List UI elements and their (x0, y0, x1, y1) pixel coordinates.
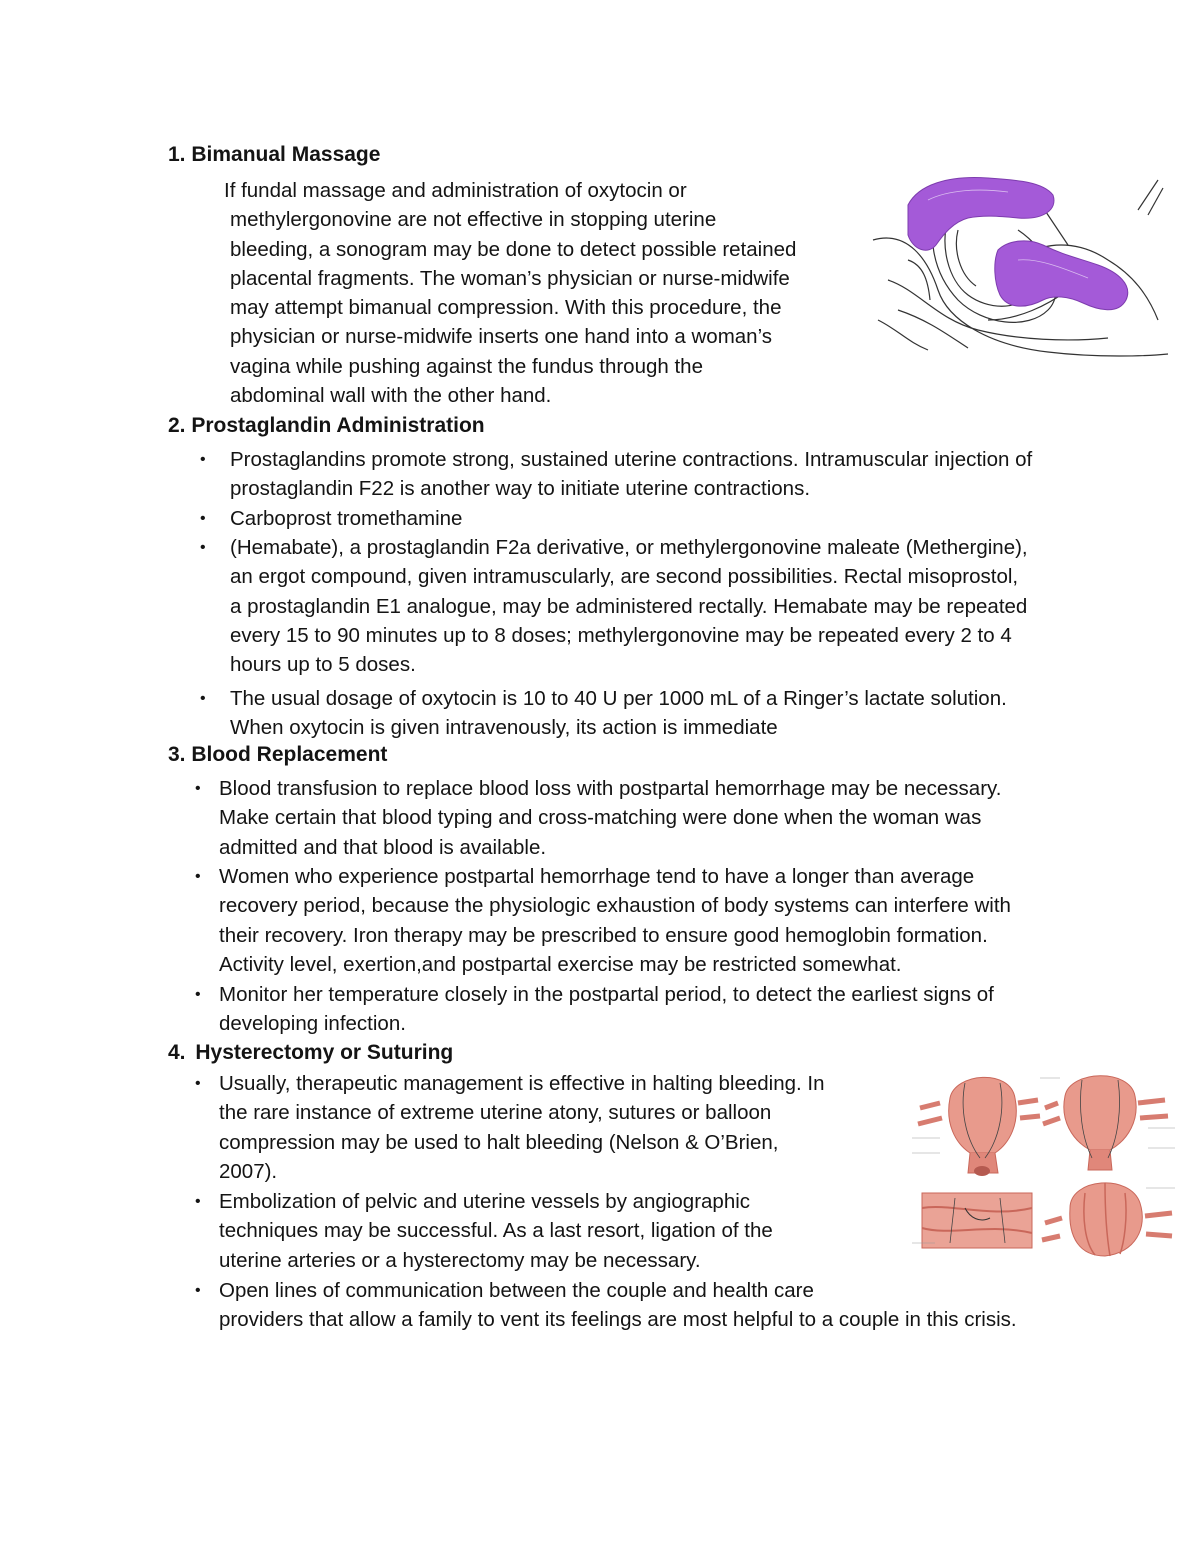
section-1-title: Bimanual Massage (191, 143, 381, 166)
uterine-suture-illustration (910, 1058, 1182, 1263)
bullet-icon: • (200, 690, 206, 707)
text-line: physician or nurse-midwife inserts one hand into a woman’s (230, 325, 773, 349)
section-2-bullet-4 (230, 684, 1007, 743)
text-line: Women who experience postpartal hemorrhage tend to have a longer than average (219, 865, 975, 888)
text-line: Carboprost tromethamine (230, 507, 463, 530)
text-line: may attempt bimanual compression. With this procedure, the (230, 296, 782, 320)
text-line: Activity level, exertion,and postpartal exercise may be restricted somewhat. (219, 952, 902, 976)
section-3-heading (168, 743, 387, 767)
section-4-number: 4. (168, 1041, 186, 1064)
section-3-number: 3. (168, 743, 186, 766)
text-line: prostaglandin F22 is another way to initiate uterine contractions. (230, 477, 811, 501)
section-1-intro (224, 176, 797, 410)
text-line: a prostaglandin E1 analogue, may be administered rectally. Hemabate may be repeated (230, 594, 1028, 618)
text-line: 2007). (219, 1159, 278, 1183)
bullet-icon: • (195, 780, 201, 797)
text-line: compression may be used to halt bleeding (Nelson & O’Brien, (219, 1130, 779, 1154)
text-line: Usually, therapeutic management is effective in halting bleeding. In (219, 1072, 825, 1095)
text-line: When oxytocin is given intravenously, its action is immediate (230, 716, 778, 740)
bullet-icon: • (195, 1193, 201, 1210)
bullet-icon: • (195, 986, 201, 1003)
section-2-bullet-2 (230, 504, 462, 533)
uterine-suture-drawing (910, 1058, 1182, 1263)
bullet-icon: • (200, 539, 206, 556)
section-2-number: 2. (168, 414, 186, 437)
text-line: (Hemabate), a prostaglandin F2a derivative, or methylergonovine maleate (Methergine), (230, 536, 1028, 559)
section-2-bullet-1 (230, 445, 1032, 504)
bullet-icon: • (200, 510, 206, 527)
section-4-bullet-2 (219, 1187, 773, 1275)
text-line: recovery period, because the physiologic exhaustion of body systems can interfere with (219, 894, 1011, 918)
text-line: Make certain that blood typing and cross-matching were done when the woman was (219, 806, 982, 830)
text-line: uterine arteries or a hysterectomy may be necessary. (219, 1248, 701, 1272)
text-line: providers that allow a family to vent its feelings are most helpful to a couple in this crisis. (219, 1308, 1017, 1332)
text-line: Embolization of pelvic and uterine vessels by angiographic (219, 1190, 751, 1213)
bimanual-compression-illustration (868, 170, 1173, 362)
text-line: Monitor her temperature closely in the postpartal period, to detect the earliest signs of (219, 983, 994, 1006)
text-line: every 15 to 90 minutes up to 8 doses; methylergonovine may be repeated every 2 to 4 (230, 623, 1012, 647)
bullet-icon: • (195, 1282, 201, 1299)
bullet-icon: • (195, 868, 201, 885)
text-line: placental fragments. The woman’s physician or nurse-midwife (230, 266, 790, 290)
section-3-bullet-2 (219, 862, 1011, 979)
section-1-heading (168, 143, 380, 167)
section-2-title: Prostaglandin Administration (191, 414, 485, 437)
section-4-bullet-1 (219, 1069, 825, 1186)
section-1-number: 1. (168, 143, 186, 166)
text-line: Open lines of communication between the couple and health care (219, 1279, 814, 1302)
bullet-icon: • (200, 451, 206, 468)
text-line: an ergot compound, given intramuscularly, are second possibilities. Rectal misoprostol, (230, 565, 1019, 589)
section-3-bullet-1 (219, 774, 1001, 862)
text-line: Blood transfusion to replace blood loss with postpartal hemorrhage may be necessary. (219, 777, 1002, 800)
text-line: the rare instance of extreme uterine atony, sutures or balloon (219, 1101, 772, 1125)
bimanual-compression-drawing (868, 170, 1173, 362)
text-line: vagina while pushing against the fundus through the (230, 354, 703, 378)
section-3-title: Blood Replacement (191, 743, 388, 766)
text-line: If fundal massage and administration of oxytocin or (224, 179, 687, 202)
section-3-bullet-3 (219, 980, 994, 1039)
text-line: Prostaglandins promote strong, sustained uterine contractions. Intramuscular injection of (230, 448, 1033, 471)
text-line: developing infection. (219, 1012, 406, 1036)
section-2-heading (168, 414, 485, 438)
text-line: bleeding, a sonogram may be done to detect possible retained (230, 237, 797, 261)
text-line: admitted and that blood is available. (219, 835, 547, 859)
section-4-bullet-3 (219, 1276, 1017, 1335)
section-4-title: Hysterectomy or Suturing (195, 1041, 454, 1064)
text-line: hours up to 5 doses. (230, 653, 416, 677)
bullet-icon: • (195, 1075, 201, 1092)
text-line: abdominal wall with the other hand. (230, 384, 552, 408)
text-line: The usual dosage of oxytocin is 10 to 40 U per 1000 mL of a Ringer’s lactate solution. (230, 687, 1007, 710)
section-2-bullet-3 (230, 533, 1028, 679)
section-4-heading (168, 1041, 453, 1065)
text-line: techniques may be successful. As a last resort, ligation of the (219, 1219, 773, 1243)
text-line: their recovery. Iron therapy may be prescribed to ensure good hemoglobin formation. (219, 923, 988, 947)
text-line: methylergonovine are not effective in stopping uterine (230, 208, 717, 232)
